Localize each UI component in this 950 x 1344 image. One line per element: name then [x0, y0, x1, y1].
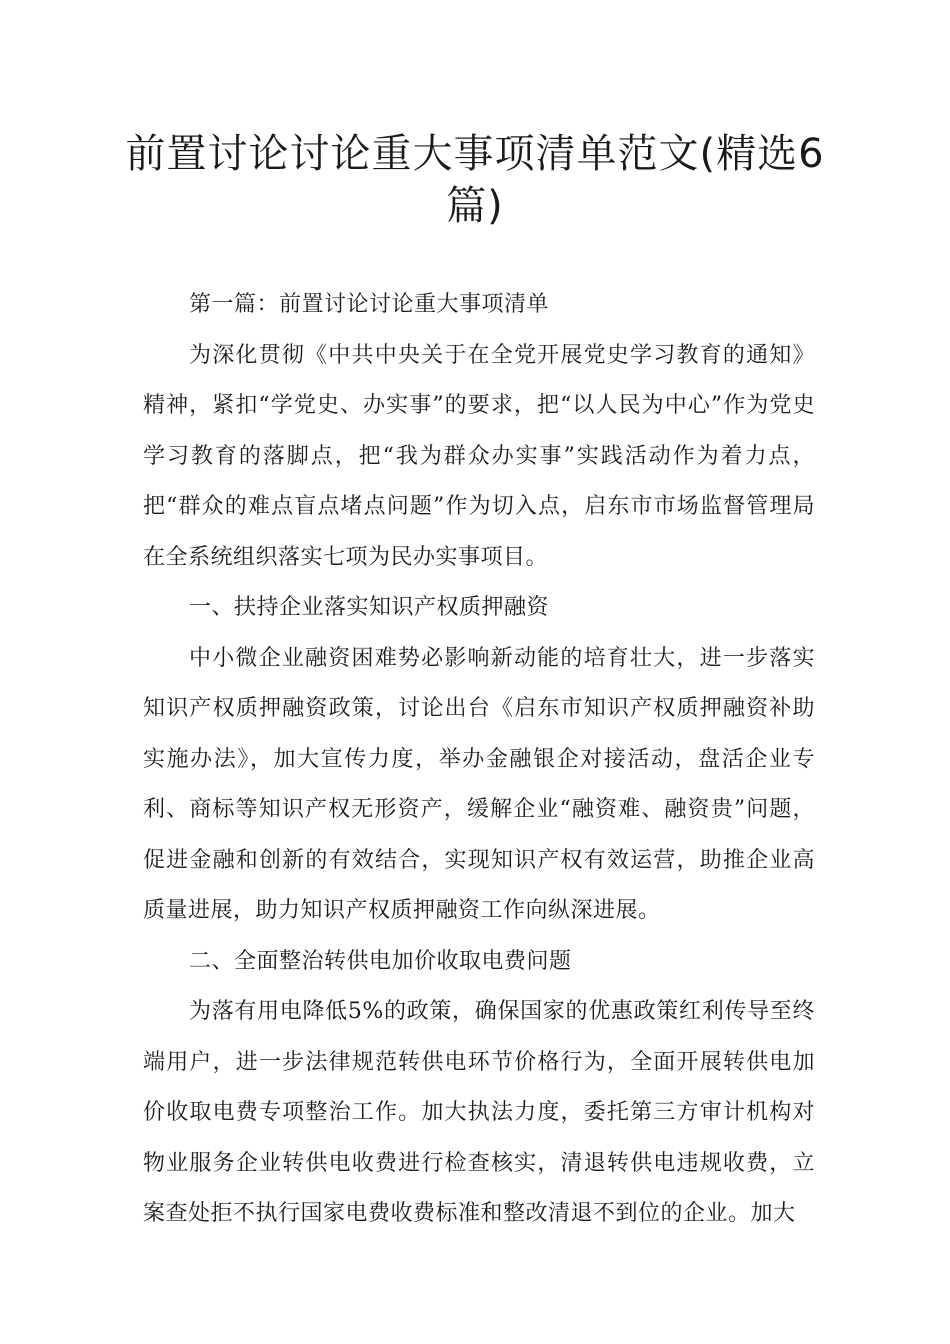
document-title: 前置讨论讨论重大事项清单范文(精选6篇): [125, 131, 825, 229]
paragraph: 为落有用电降低5%的政策，确保国家的优惠政策红利传导至终端用户，进一步法律规范转供电环节价格行为，全面开展转供电加价收取电费专项整治工作。加大执法力度，委托第三方审计机构对物业服务企业转供电收费进行检查核实，清退转供电违规收费，立案查处拒不执行国家电费收费标准和整改清退不到位的企业。加大: [143, 999, 815, 1226]
section-heading: 二、全面整治转供电加价收取电费问题: [189, 948, 572, 974]
document-body: [143, 280, 815, 1240]
paragraph: 中小微企业融资困难势必影响新动能的培育壮大，进一步落实知识产权质押融资政策，讨论出台《启东市知识产权质押融资补助实施办法》，加大宣传力度，举办金融银企对接活动，盘活企业专利、商标等知识产权无形资产，缓解企业“融资难、融资贵”问题，促进金融和创新的有效结合，实现知识产权有效运营，助推企业高质量进展，助力知识产权质押融资工作向纵深进展。: [143, 645, 815, 923]
section-heading-1: 第一篇：前置讨论讨论重大事项清单: [189, 292, 550, 317]
section-heading: 一、扶持企业落实知识产权质押融资: [189, 595, 550, 620]
paragraph: 为深化贯彻《中共中央关于在全党开展党史学习教育的通知》精神，紧扣“学党史、办实事”的要求，把“以人民为中心”作为党史学习教育的落脚点，把“我为群众办实事”实践活动作为着力点，把“群众的难点盲点堵点问题”作为切入点，启东市市场监督管理局在全系统组织落实七项为民办实事项目。: [143, 342, 815, 570]
